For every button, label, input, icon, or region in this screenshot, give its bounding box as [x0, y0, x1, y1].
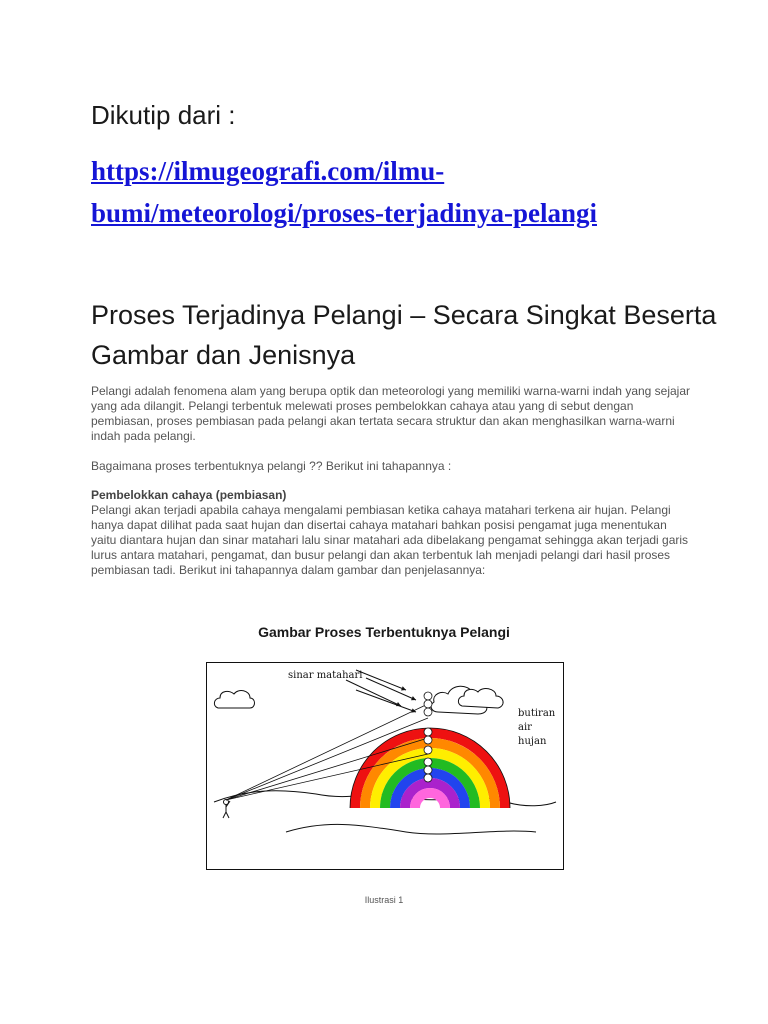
raindrop: [424, 766, 432, 774]
raindrop: [424, 708, 432, 716]
raindrop: [424, 692, 432, 700]
refraction-section: [91, 488, 691, 578]
article-title: Proses Terjadinya Pelangi – Secara Singkat Beserta Gambar dan Jenisnya: [91, 300, 717, 370]
cite-label: Dikutip dari :: [91, 100, 236, 130]
figure-caption: Ilustrasi 1: [364, 895, 404, 905]
raindrop: [424, 774, 432, 782]
sunlight-label: sinar matahari: [288, 670, 363, 681]
raindrop-label-1: butiran: [518, 708, 556, 719]
section-subheading: Pembelokkan cahaya (pembiasan): [91, 488, 287, 502]
rainbow-diagram: [206, 662, 564, 870]
raindrops: [424, 692, 432, 782]
source-link[interactable]: https://ilmugeografi.com/ilmu-bumi/meteorologi/proses-terjadinya-pelangi: [91, 156, 597, 228]
raindrop-label-3: hujan: [518, 736, 547, 747]
raindrop: [424, 700, 432, 708]
figure-title: Gambar Proses Terbentuknya Pelangi: [258, 624, 510, 640]
steps-intro-paragraph: Bagaimana proses terbentuknya pelangi ?? Berikut ini tahapannya :: [91, 459, 452, 473]
raindrop: [424, 746, 432, 754]
intro-paragraph: Pelangi adalah fenomena alam yang berupa optik dan meteorologi yang memiliki warna-warni indah yang sejajar yang ada dilangit. Pelangi terbentuk melewati proses pembelokkan cahaya atau yang di sebut dengan pembiasan, proses pembiasan pada pelangi akan tertata secara struktur dan akan menghasilkan warna-warni indah pada pelangi.: [91, 384, 691, 443]
refraction-paragraph: Pelangi akan terjadi apabila cahaya mengalami pembiasan ketika cahaya matahari terkena air hujan. Pelangi hanya dapat dilihat pada saat hujan dan disertai cahaya matahari bahkan posisi pengamat juga menentukan yaitu diantara hujan dan sinar matahari lalu sinar matahari ada dibelakang pengamat sehingga akan terjadi garis lurus antara matahari, pengamat, dan busur pelangi dan akan terbentuk lah menjadi pelangi dari hasil proses pembiasan tadi. Berikut ini tahapannya dalam gambar dan penjelasannya:: [91, 503, 689, 577]
raindrop: [424, 758, 432, 766]
raindrop: [424, 736, 432, 744]
raindrop-label-2: air: [518, 722, 532, 733]
raindrop: [424, 728, 432, 736]
